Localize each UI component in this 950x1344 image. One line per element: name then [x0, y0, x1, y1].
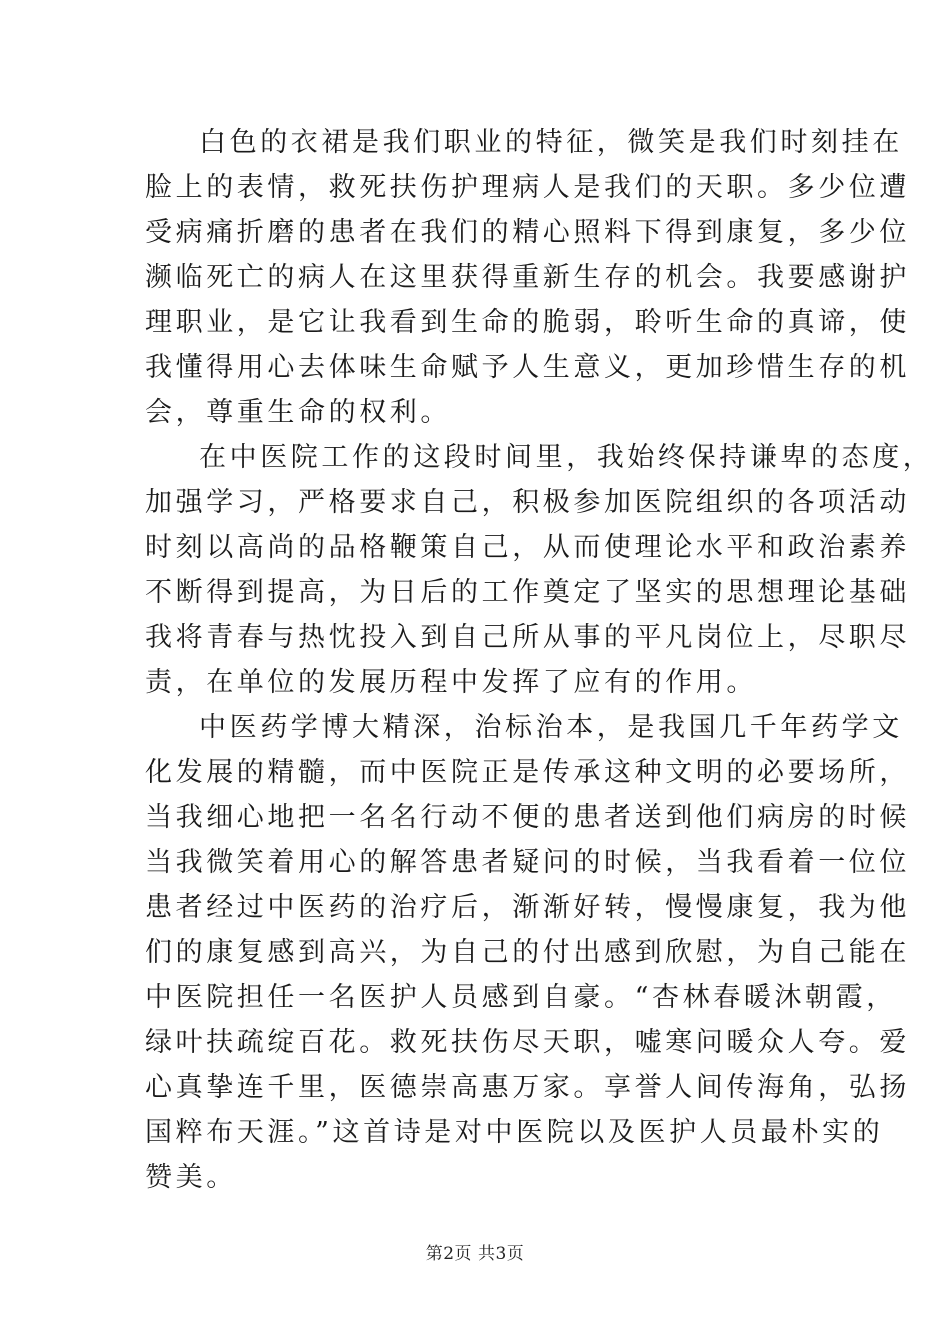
paragraph-3-line-6: 们的康复感到高兴，为自己的付出感到欣慰，为自己能在: [145, 937, 910, 968]
paragraph-3-line-2: 化发展的精髓，而中医院正是传承这种文明的必要场所，: [145, 757, 910, 788]
paragraph-3-line-11: 赞美。: [145, 1162, 237, 1193]
paragraph-1-line-7: 会，尊重生命的权利。: [145, 397, 451, 428]
paragraph-2-line-6: 责，在单位的发展历程中发挥了应有的作用。: [145, 667, 757, 698]
paragraph-3-line-5: 患者经过中医药的治疗后，渐渐好转，慢慢康复，我为他: [145, 892, 910, 923]
paragraph-2-line-4: 不断得到提高，为日后的工作奠定了坚实的思想理论基础: [145, 577, 910, 608]
paragraph-3-line-8: 绿叶扶疏绽百花。救死扶伤尽天职，嘘寒问暖众人夸。爱: [145, 1027, 910, 1058]
paragraph-1-line-2: 脸上的表情，救死扶伤护理病人是我们的天职。多少位遭: [145, 172, 910, 203]
paragraph-2-line-1: 在中医院工作的这段时间里，我始终保持谦卑的态度，: [199, 442, 934, 473]
paragraph-1-line-1: 白色的衣裙是我们职业的特征，微笑是我们时刻挂在: [199, 127, 903, 158]
paragraph-2-line-3: 时刻以高尚的品格鞭策自己，从而使理论水平和政治素养: [145, 532, 910, 563]
paragraph-3-line-3: 当我细心地把一名名行动不便的患者送到他们病房的时候: [145, 802, 910, 833]
paragraph-1-line-6: 我懂得用心去体味生命赋予人生意义，更加珍惜生存的机: [145, 352, 910, 383]
paragraph-2-line-5: 我将青春与热忱投入到自己所从事的平凡岗位上，尽职尽: [145, 622, 910, 653]
paragraph-1-line-4: 濒临死亡的病人在这里获得重新生存的机会。我要感谢护: [145, 262, 910, 293]
paragraph-3-line-10: 国粹布天涯。”这首诗是对中医院以及医护人员最朴实的: [145, 1117, 884, 1148]
page-number-footer: 第2页 共3页: [425, 1244, 525, 1264]
paragraph-3-line-1: 中医药学博大精深，治标治本，是我国几千年药学文: [199, 712, 903, 743]
paragraph-2-line-2: 加强学习，严格要求自己，积极参加医院组织的各项活动: [145, 487, 910, 518]
paragraph-3-line-7: 中医院担任一名医护人员感到自豪。“杏林春暖沐朝霞，: [145, 982, 897, 1013]
paragraph-1-line-3: 受病痛折磨的患者在我们的精心照料下得到康复，多少位: [145, 217, 910, 248]
paragraph-3-line-9: 心真挚连千里，医德崇高惠万家。享誉人间传海角，弘扬: [145, 1072, 910, 1103]
paragraph-1-line-5: 理职业，是它让我看到生命的脆弱，聆听生命的真谛，使: [145, 307, 910, 338]
paragraph-3-line-4: 当我微笑着用心的解答患者疑问的时候，当我看着一位位: [145, 847, 910, 878]
document-body: [145, 120, 934, 1200]
